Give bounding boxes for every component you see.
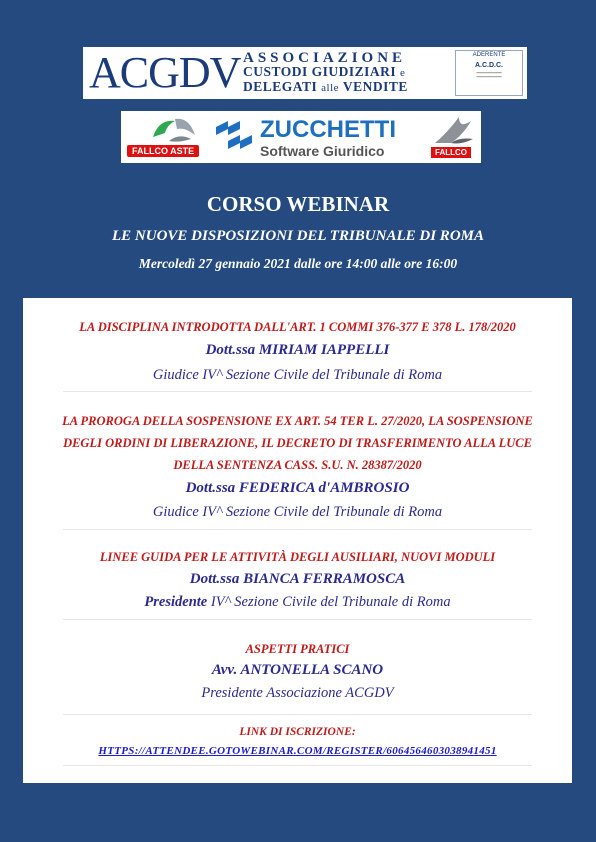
divider [63, 529, 532, 530]
registration-label: LINK DI ISCRIZIONE: [239, 726, 356, 738]
course-title: CORSO WEBINAR [206, 192, 390, 216]
fallco-eagle-icon [429, 113, 477, 147]
adherent-label: ADERENTE [472, 52, 506, 58]
fallco-tag: FALLCO [431, 147, 471, 158]
acgdv-line-3: DELEGATI alle VENDITE [243, 79, 408, 94]
adherent-badge [455, 50, 523, 96]
session-2-topic-line-2: DEGLI ORDINI DI LIBERAZIONE, IL DECRETO DI TRASFERIMENTO ALLA LUCE [63, 436, 532, 450]
session-1-speaker: Dott.ssa MIRIAM IAPPELLI [205, 342, 390, 358]
sponsor-logos [121, 111, 481, 163]
fallco-aste-tag: FALLCO ASTE [127, 145, 199, 157]
session-4-speaker: Avv. ANTONELLA SCANO [211, 662, 384, 678]
fallco-aste-logo [127, 115, 207, 159]
session-2-speaker: Dott.ssa FEDERICA d'AMBROSIO [185, 480, 410, 496]
zucchetti-icon [214, 119, 254, 155]
registration-link[interactable]: HTTPS://ATTENDEE.GOTOWEBINAR.COM/REGISTER/6064564603038941451 [98, 745, 497, 757]
session-4-role: Presidente Associazione ACGDV [201, 685, 394, 701]
acgdv-line-1: ASSOCIAZIONE [243, 50, 407, 66]
session-3-role: Presidente IV^ Sezione Civile del Tribunale di Roma [144, 594, 451, 610]
session-4-topic: ASPETTI PRATICI [245, 642, 350, 656]
session-2-topic-line-1: LA PROROGA DELLA SOSPENSIONE EX ART. 54 TER L. 27/2020, LA SOSPENSIONE [62, 414, 533, 428]
session-1-topic: LA DISCIPLINA INTRODOTTA DALL'ART. 1 COMMI 376-377 E 378 L. 178/2020 [79, 320, 516, 334]
zucchetti-wordmark: ZUCCHETTI [260, 116, 396, 143]
session-1-role: Giudice IV^ Sezione Civile del Tribunale di Roma [152, 367, 443, 383]
program-panel [23, 298, 572, 783]
session-3-speaker: Dott.ssa BIANCA FERRAMOSCA [189, 571, 406, 587]
zucchetti-subtitle: Software Giuridico [260, 143, 385, 159]
fallco-bird-icon [149, 115, 199, 145]
divider [63, 765, 532, 766]
acgdv-wordmark [243, 51, 408, 95]
session-3-topic: LINEE GUIDA PER LE ATTIVITÀ DEGLI AUSILIARI, NUOVI MODULI [99, 550, 496, 564]
divider [63, 619, 532, 620]
acgdv-logo [83, 47, 527, 99]
adherent-fineprint: ━━━━━━━━━━━━ ━━━━━━━━━━━━ [476, 71, 502, 79]
divider [63, 714, 532, 715]
fallco-logo [429, 113, 479, 161]
course-date: Mercoledì 27 gennaio 2021 dalle ore 14:00 alle ore 16:00 [138, 256, 458, 271]
session-2-topic-line-3: DELLA SENTENZA CASS. S.U. N. 28387/2020 [173, 458, 422, 472]
adherent-name: A.C.D.C. [475, 62, 503, 69]
course-subtitle: LE NUOVE DISPOSIZIONI DEL TRIBUNALE DI ROMA [111, 228, 484, 244]
session-2-role: Giudice IV^ Sezione Civile del Tribunale di Roma [152, 504, 443, 520]
acgdv-line-2: CUSTODI GIUDIZIARI e [243, 64, 406, 79]
divider [63, 391, 532, 392]
acgdv-mark: ACGDV [89, 48, 241, 97]
